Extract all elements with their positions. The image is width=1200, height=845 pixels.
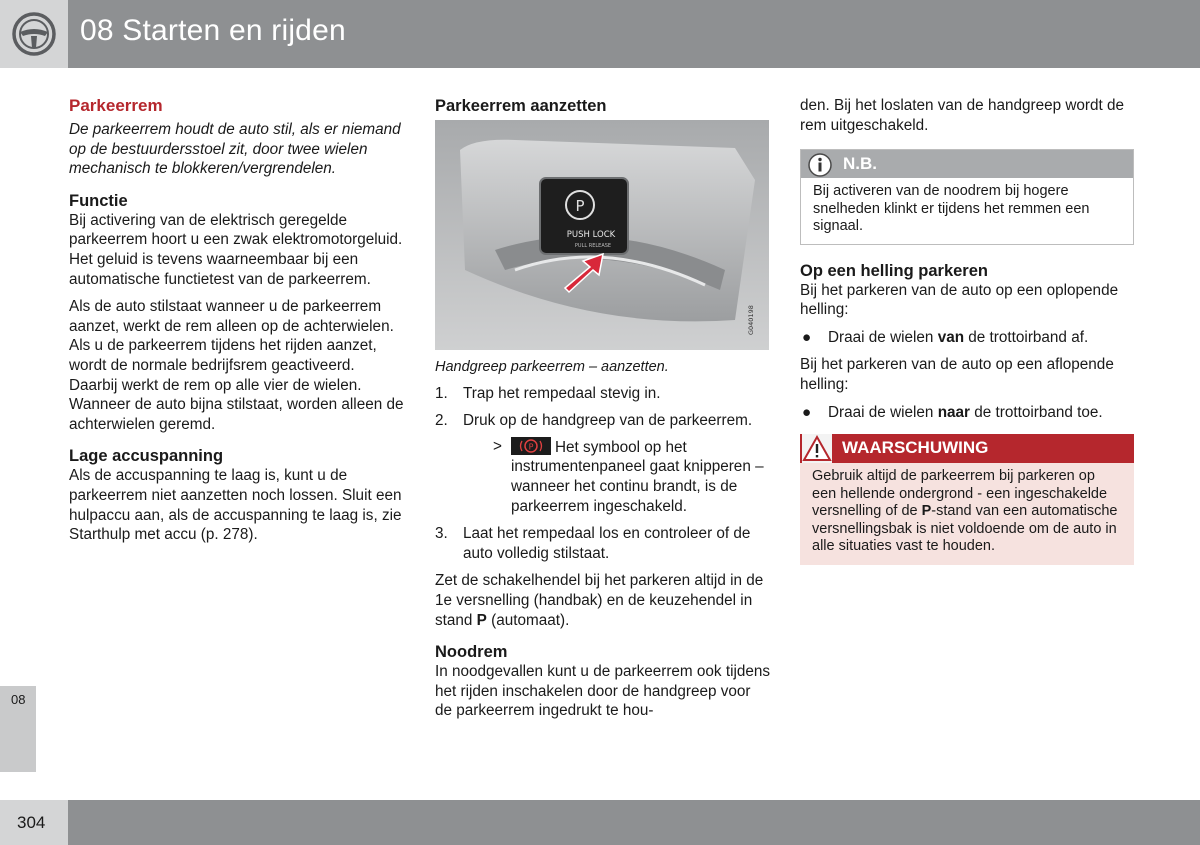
downhill-paragraph: Bij het parkeren van de auto op een aflopende helling: [800, 356, 1114, 394]
button-label-push-lock: PUSH LOCK [566, 230, 616, 240]
column-1 [69, 96, 405, 553]
footer-bar [0, 800, 1200, 845]
steps-list [435, 384, 771, 564]
header-logo-box [0, 0, 68, 68]
svg-text:P: P [528, 442, 534, 452]
svg-text:P: P [575, 197, 585, 215]
note-title: N.B. [843, 154, 877, 174]
continued-paragraph: den. Bij het loslaten van de handgreep wordt de rem uitgeschakeld. [800, 97, 1125, 134]
warning-box [800, 434, 1134, 565]
bullet-downhill: ● Draai de wielen naar de trottoirband toe. [802, 403, 1103, 421]
heading-noodrem: Noodrem [435, 643, 508, 662]
note-box [800, 149, 1134, 245]
gear-paragraph: Zet de schakelhendel bij het parkeren altijd in de 1e versnelling (handbak) en de keuzehendel in stand P (automaat). [435, 572, 764, 629]
image-code: G040198 [747, 305, 755, 335]
parking-brake-illustration [435, 120, 769, 350]
image-caption: Handgreep parkeerrem – aanzetten. [435, 359, 669, 375]
downhill-list [800, 403, 1134, 423]
parking-brake-symbol-icon [511, 437, 551, 455]
steering-wheel-icon [0, 0, 68, 68]
column-2 [435, 96, 771, 729]
step-3: 3. Laat het rempedaal los en controleer of de auto volledig stilstaat. [435, 525, 751, 562]
heading-functie: Functie [69, 191, 128, 210]
step-2: 2. Druk op de handgreep van de parkeerrem. > P Het symbool op het instrumentenpaneel gaat knipperen – wanneer het continu brandt, is de parkeerrem ingeschakeld. [435, 411, 771, 516]
note-text: Bij activeren van de noodrem bij hogere snelheden klinkt er tijdens het remmen een signaal. [813, 183, 1090, 235]
step-2-result: > P Het symbool op het instrumentenpaneel gaat knipperen – wanneer het continu brandt, is de parkeerrem ingeschakeld. [493, 437, 764, 515]
chapter-title: 08 Starten en rijden [80, 14, 346, 47]
intro-paragraph: De parkeerrem houdt de auto stil, als er niemand op de bestuurdersstoel zit, door twee wielen mechanisch te blokkeren/vergrendelen. [69, 121, 401, 178]
warning-triangle-icon [802, 434, 832, 463]
warning-title: WAARSCHUWING [842, 438, 989, 458]
note-header [801, 150, 1133, 178]
functie-paragraph-1: Bij activering van de elektrisch geregelde parkeerrem hoort u een zwak elektromotorgeluid. Het geluid is tevens waarneembaar bij een automatische functietest van de parkeerrem. [69, 211, 403, 288]
bullet-uphill: ● Draai de wielen van de trottoirband af. [802, 328, 1089, 346]
warning-icon-box [802, 434, 832, 463]
section-title-parkeerrem: Parkeerrem [69, 96, 163, 115]
lage-accuspanning-paragraph: Als de accuspanning te laag is, kunt u de parkeerrem niet aanzetten noch lossen. Sluit een hulpaccu aan, als de accuspanning te laag is, zie Starthulp met accu (p. 278). [69, 467, 402, 544]
uphill-list [800, 328, 1134, 348]
warning-text: Gebruik altijd de parkeerrem bij parkeren op een hellende ondergrond - een ingeschakelde versnelling of de P-stand van een automatische versnellingsbak is niet voldoende om de auto in alle situaties vast te houden. [800, 463, 1134, 565]
heading-op-een-helling-parkeren: Op een helling parkeren [800, 261, 988, 280]
step-1: 1. Trap het rempedaal stevig in. [435, 384, 661, 402]
warning-header [800, 434, 1134, 463]
chapter-side-tab-label: 08 [11, 692, 26, 707]
functie-paragraph-2: Als de auto stilstaat wanneer u de parkeerrem aanzet, werkt de rem alleen op de achterwielen. Als u de parkeerrem tijdens het rijden aanzet, wordt de normale bedrijfsrem geactiveerd. Daarbij werkt de rem op alle vier de wielen. Wanneer de auto bijna stilstaat, worden alleen de achterwielen geremd. [69, 298, 404, 433]
parking-brake-photo [435, 120, 769, 350]
heading-lage-accuspanning: Lage accuspanning [69, 447, 224, 466]
page-number: 304 [17, 813, 46, 832]
uphill-paragraph: Bij het parkeren van de auto op een oplopende helling: [800, 281, 1119, 319]
button-label-pull-release: PULL RELEASE [574, 243, 612, 249]
info-icon [807, 152, 833, 178]
heading-parkeerrem-aanzetten: Parkeerrem aanzetten [435, 97, 607, 115]
column-3 [800, 96, 1134, 565]
noodrem-paragraph: In noodgevallen kunt u de parkeerrem ook tijdens het rijden inschakelen door de handgreep voor de parkeerrem ingedrukt te hou- [435, 663, 771, 720]
